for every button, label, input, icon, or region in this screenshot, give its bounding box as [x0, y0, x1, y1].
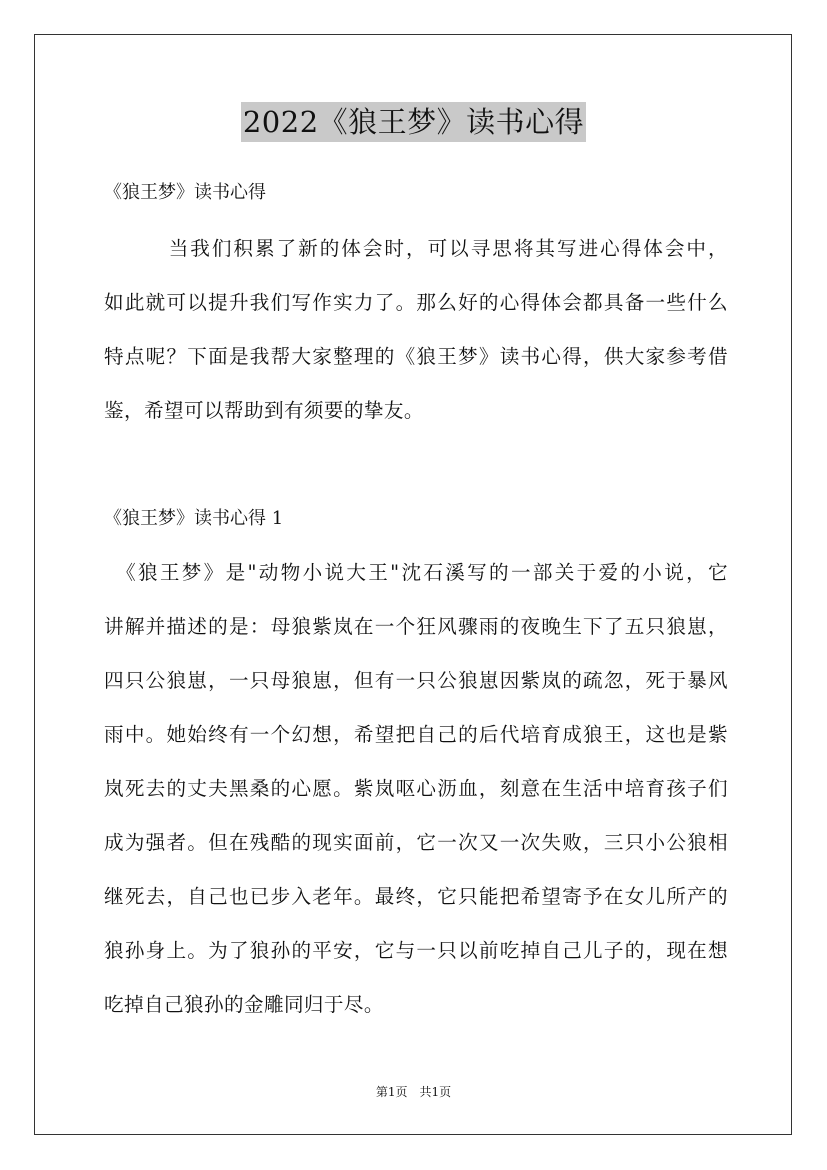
- section-heading: 《狼王梦》读书心得 1: [104, 508, 284, 529]
- body-paragraph: [104, 546, 728, 1032]
- intro-paragraph: [104, 222, 728, 438]
- body-line: 岚死去的丈夫黑桑的心愿。紫岚呕心沥血，刻意在生活中培育孩子们: [104, 777, 728, 800]
- intro-line: 如此就可以提升我们写作实力了。那么好的心得体会都具备一些什么: [104, 291, 728, 314]
- intro-line: 当我们积累了新的体会时，可以寻思将其写进心得体会中，: [104, 237, 728, 260]
- body-line: 继死去，自己也已步入老年。最终，它只能把希望寄予在女儿所产的: [104, 885, 728, 908]
- document-subtitle: 《狼王梦》读书心得: [104, 182, 266, 203]
- body-line: 四只公狼崽，一只母狼崽，但有一只公狼崽因紫岚的疏忽，死于暴风: [104, 669, 728, 692]
- body-line: 《狼王梦》是"动物小说大王"沈石溪写的一部关于爱的小说，它: [104, 561, 728, 584]
- intro-line: 鉴，希望可以帮助到有须要的挚友。: [104, 399, 424, 422]
- intro-line: 特点呢？下面是我帮大家整理的《狼王梦》读书心得，供大家参考借: [104, 345, 728, 368]
- body-line: 吃掉自己狼孙的金雕同归于尽。: [104, 993, 384, 1016]
- page-footer: 第1页 共1页: [375, 1085, 452, 1099]
- title-container: [0, 102, 827, 142]
- body-line: 狼孙身上。为了狼孙的平安，它与一只以前吃掉自己儿子的，现在想: [104, 939, 728, 962]
- document-title: 2022《狼王梦》读书心得: [241, 102, 586, 142]
- body-line: 雨中。她始终有一个幻想，希望把自己的后代培育成狼王，这也是紫: [104, 723, 728, 746]
- body-line: 成为强者。但在残酷的现实面前，它一次又一次失败，三只小公狼相: [104, 831, 728, 854]
- body-line: 讲解并描述的是：母狼紫岚在一个狂风骤雨的夜晚生下了五只狼崽，: [104, 615, 728, 638]
